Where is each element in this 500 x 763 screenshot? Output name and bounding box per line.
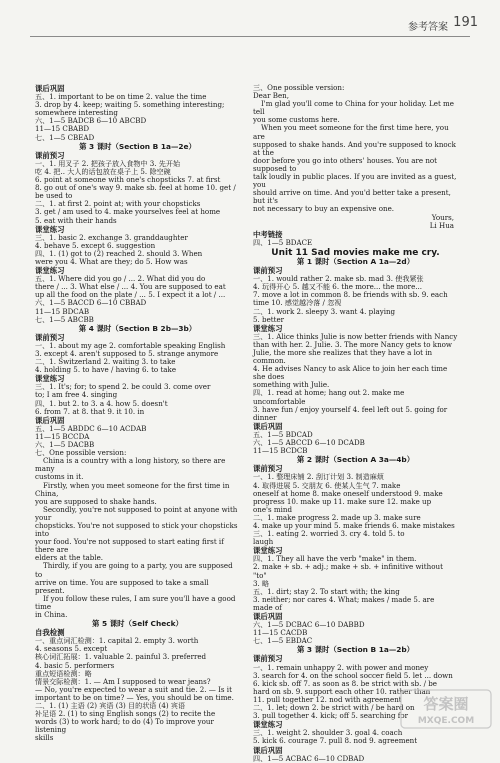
answer-line: 一、1. 整理床铺 2. 刮订计划 3. 制造麻烦 — [253, 472, 384, 482]
section-heading: 课后巩固 — [253, 612, 283, 621]
paragraph-line: Thirdly, if you are going to a party, you are supposed to — [35, 561, 233, 579]
answer-line: time 10. 感觉越冷落 / 忽视 — [253, 298, 342, 308]
answer-line: 6. from 7. at 8. that 9. it 10. in — [35, 406, 145, 416]
answer-line: 11—15 BCDCB — [253, 446, 308, 456]
section-heading: 课堂练习 — [35, 224, 65, 234]
answer-line: 4. holding 5. to have / having 6. to take — [35, 365, 177, 375]
answer-line: 六、1—5 BACCD 6—10 CBBAD — [35, 298, 147, 308]
answer-line: 二、1. let; down 2. be strict with / be hard on — [253, 703, 415, 713]
answer-line: there / ... 3. What else / ... 4. You are supposed to eat — [35, 282, 226, 292]
watermark-url: MXQE.COM — [417, 716, 475, 726]
answer-line: 3. have fun / enjoy yourself 4. feel left out 5. going for — [253, 404, 448, 414]
answer-line: in China. — [35, 610, 68, 619]
section-heading: 课前预习 — [253, 654, 283, 664]
answer-line: 七、1—5 ABCBB — [35, 314, 94, 324]
section-heading: 课前预习 — [253, 266, 283, 276]
answer-line: 3. get / am used to 4. make yourselves feel at home — [35, 207, 221, 217]
answer-line: 二、1. make progress 2. made up 3. make sure — [253, 512, 421, 522]
answer-line: 四、1. They all have the verb "make" in them. — [253, 554, 417, 564]
answer-line: 二、1. Switzerland 2. waiting 3. to take — [35, 357, 176, 367]
answer-line: 11—15 CBABD — [35, 124, 90, 134]
answer-line: 三、One possible version: — [253, 83, 345, 92]
answer-line: 3. search for 4. on the school soccer field 5. let ... down — [253, 670, 453, 680]
answer-line: 二、1. work 2. sleepy 3. want 4. playing — [253, 306, 396, 316]
answer-line: made of — [253, 602, 282, 612]
header-divider — [30, 36, 470, 37]
answer-line: 四、1. (1) got to (2) reached 2. should 3. When — [35, 248, 203, 258]
section-heading: 课前预习 — [253, 464, 283, 474]
answer-line: 3. pull together 4. kick; off 5. searching for — [253, 711, 409, 721]
watermark-logo — [400, 689, 492, 729]
answer-line: your food. You're not supposed to start eating first if there are — [35, 537, 224, 555]
answer-line: 核心词汇拓展：1. valuable 2. painful 3. preferred — [35, 652, 207, 662]
section-heading: 课堂练习 — [253, 546, 283, 556]
answer-line: 三、1. basic 2. exchange 3. granddaughter — [35, 232, 188, 242]
answer-line: oneself at home 8. make oneself understood 9. make — [253, 488, 443, 498]
lesson-heading: 第 3 课时（Section B 1a—2e） — [79, 141, 196, 151]
answer-line: 3. 略 — [253, 578, 270, 588]
unit-heading: Unit 11 Sad movies make me cry. — [271, 247, 440, 258]
lesson-heading: 第 2 课时（Section A 3a—4b） — [296, 455, 415, 465]
answer-line: 二、1. (1) 主语 (2) 宾语 (3) 目的状语 (4) 宾语 — [35, 701, 186, 711]
answer-line: 吃 4. 把.. 大人的话包放在桌子上 5. 除空碗 — [35, 166, 171, 176]
answer-line: hard on sb. 9. support each other 10. rather than — [253, 686, 431, 696]
answer-line: not necessary to buy an expensive one. — [253, 204, 395, 214]
answer-line: 一、1. about my age 2. comfortable speaking English — [35, 340, 226, 350]
section-heading: 课堂练习 — [35, 266, 65, 276]
answer-line: 补足语 2. (1) to sing English songs (2) to recite the — [35, 709, 216, 719]
answer-line: 五、1. Where did you go / ... 2. What did you do — [35, 274, 206, 284]
lesson-heading: 第 3 课时（Section B 1a—2b） — [296, 645, 415, 655]
paragraph-line: When you meet someone for the first time here, you are — [253, 123, 449, 141]
answer-line: 4. basic 5. performers — [35, 660, 115, 670]
answer-line: — No, you're expected to wear a suit and tie. 2. — Is it — [35, 684, 232, 694]
answer-line: to; I am free 4. singing — [35, 390, 118, 400]
answer-line: 一、1. remain unhappy 2. with power and money — [253, 662, 429, 672]
answer-line: 3. drop by 4. keep; waiting 5. something interesting; — [35, 100, 225, 110]
answer-line: 六、1—5 ABCCD 6—10 DCADB — [253, 438, 365, 448]
answer-line: 五、1—5 ABDDC 6—10 ACDAB — [35, 423, 147, 433]
answer-line: 5. kick 6. courage 7. pull 8. nod 9. agreement — [253, 736, 418, 746]
answer-line: 一、1. would rather 2. make sb. mad 3. 使我紧张 — [253, 274, 424, 284]
answer-line: supposed to shake hands. And you're supposed to knock at the — [253, 139, 456, 157]
answer-line: 三、1. eating 2. worried 3. cry 4. told 5. to — [253, 529, 405, 539]
answer-line: 4. make up your mind 5. make friends 6. make mistakes — [253, 520, 455, 530]
answer-line: 四、1. read at home; hang out 2. make me uncomfortable — [253, 388, 405, 406]
section-heading: 课后巩固 — [35, 84, 65, 93]
answer-line: 五、1. dirt; stay 2. To start with; the king — [253, 586, 400, 596]
paragraph-line: China is a country with a long history, so there are many — [35, 456, 226, 474]
section-heading: 课前预习 — [35, 332, 65, 342]
answer-line: Dear Ben, — [253, 91, 289, 101]
section-heading: 课堂练习 — [253, 720, 283, 730]
answer-line: were you 4. What are they; do 5. How was — [35, 256, 188, 266]
answer-line: 11—15 BCCDA — [35, 431, 90, 441]
answer-line: 一、1. 用叉子 2. 把孩子放入食物中 3. 先开始 — [35, 158, 181, 168]
paragraph-line: I'm glad you'll come to China for your holiday. Let me tell — [253, 99, 454, 117]
section-heading: 自我检测 — [35, 628, 65, 638]
section-heading: 课后巩固 — [35, 415, 65, 425]
answer-line: customs in it. — [35, 472, 84, 482]
answer-line: 五、1—5 BDCAD — [253, 429, 313, 439]
answer-line: one's mind — [253, 504, 292, 514]
answer-line: 七、One possible version: — [35, 448, 127, 458]
answer-column-left — [35, 84, 240, 743]
answer-line: 11—15 BDCAB — [35, 306, 90, 316]
answer-column-right — [253, 84, 458, 763]
paragraph-line: If you follow these rules, I am sure you'll have a good time — [35, 593, 236, 611]
section-heading: 中考链接 — [253, 229, 283, 239]
answer-line: skills — [35, 733, 54, 743]
answer-line: arrive on time. You are supposed to take a small present. — [35, 577, 209, 595]
answer-line: you are supposed to shake hands. — [35, 496, 157, 506]
answer-line: 二、1. at first 2. point at; with your chopsticks — [35, 199, 201, 209]
answer-line: 11. pull together 12. nod with agreement — [253, 694, 402, 704]
signature-line: Li Hua — [429, 220, 454, 230]
paragraph-line: Secondly, you're not supposed to point at anyone with your — [35, 504, 238, 522]
watermark-text: 答案圈 — [423, 695, 469, 713]
section-heading: 课后巩固 — [253, 745, 283, 755]
answer-line: 3. except 4. aren't supposed to 5. strange anymore — [35, 349, 219, 358]
answer-line: 7. move a lot in common 8. be friends with sb. 9. each — [253, 290, 448, 300]
section-heading: 课前预习 — [35, 150, 65, 160]
answer-line: 四、1—5 BDACE — [253, 237, 313, 247]
answer-line: important to be on time? — Yes, you should be on time. — [35, 692, 234, 702]
page-number: 191 — [453, 15, 478, 30]
lesson-heading: 第 4 课时（Section B 2b—3b） — [78, 323, 197, 333]
answer-line: should arrive on time. And you'd better take a present, but it's — [253, 188, 451, 206]
answer-line: you some customs here. — [253, 115, 340, 125]
lesson-heading: 第 5 课时（Self Check） — [92, 619, 183, 629]
answer-line: somewhere interesting — [35, 108, 118, 118]
answer-line: 五、1. important to be on time 2. value the time — [35, 92, 207, 102]
lesson-heading: 第 1 课时（Section A 1a—2d） — [296, 256, 415, 266]
section-heading: 课堂练习 — [253, 323, 283, 333]
answer-line: 4. He advises Nancy to ask Alice to join her each time she does — [253, 364, 448, 382]
answer-line: 4. 玩得开心 5. 越又不能 6. the more... the more... — [253, 282, 423, 292]
answer-line: 六、1—5 BADCB 6—10 ABCBD — [35, 116, 147, 126]
answer-line: chopsticks. You're not supposed to stick your chopsticks into — [35, 520, 238, 539]
answer-line: 6. kick sb. off 7. as soon as 8. be strict with sb. / be — [253, 678, 437, 688]
page-header — [0, 0, 500, 40]
answer-line: elders at the table. — [35, 553, 104, 563]
answer-line: 3. neither; nor cares 4. What; makes / made 5. are — [253, 594, 435, 604]
answer-line: dinner — [253, 412, 277, 422]
answer-line: 情景交际检测：1. — Am I supposed to wear jeans? — [35, 676, 211, 686]
answer-line: 七、1—5 CBEAD — [35, 132, 95, 142]
header-title: 参考答案 — [408, 22, 448, 33]
answer-line: talk loudly in public places. If you are invited as a guest, you — [253, 172, 457, 190]
answer-line: 一、重点词汇检测：1. capital 2. empty 3. worth — [35, 636, 199, 646]
answer-line: laugh — [253, 537, 274, 547]
answer-line: 4. 取得进展 5. 交朋友 6. 使某人生气 7. make — [253, 480, 401, 490]
answer-line: 4. behave 5. except 6. suggestion — [35, 240, 156, 250]
answer-line: 5. eat with their hands — [35, 215, 117, 225]
answer-line: 七、1—5 EBDAC — [253, 636, 313, 646]
answer-line: 5. better — [253, 314, 285, 324]
paragraph-line: Firstly, when you meet someone for the first time in China, — [35, 480, 230, 498]
section-heading: 课后巩固 — [253, 421, 283, 431]
answer-line: something with Julie. — [253, 380, 330, 390]
answer-line: 三、1. Alice thinks Julie is now better friends with Nancy — [253, 331, 458, 341]
answer-line: 六、1—5 DACBB — [35, 440, 95, 450]
answer-line: 四、1. but 2. to 3. a 4. how 5. doesn't — [35, 398, 168, 408]
answer-line: 四、1—5 ACBAC 6—10 CDBAD — [253, 753, 365, 763]
signature-line: Yours, — [431, 212, 454, 222]
answer-line: up all the food on the plate / ... 5. I expect it a lot / ... — [35, 290, 226, 300]
answer-line: 4. seasons 5. except — [35, 644, 108, 654]
answer-line: 三、1. weight 2. shoulder 3. goal 4. coach — [253, 728, 403, 738]
answer-line: 8. go out of one's way 9. make sb. feel at home 10. get / be used to — [35, 183, 236, 201]
answer-line: Julie, the more she realizes that they have a lot in common. — [253, 348, 433, 366]
answer-line: words (3) to work hard; to do (4) To improve your listening — [35, 717, 214, 735]
answer-line: 三、1. It's; for; to spend 2. be could 3. come over — [35, 382, 211, 392]
answer-line: than with her. 2. Julie. 3. The more Nancy gets to know — [253, 339, 452, 349]
answer-line: 2. make + sb. + adj.; make + sb. + infinitive without "to" — [253, 562, 443, 580]
answer-line: 六、1—5 DCBAC 6—10 DABBD — [253, 620, 365, 630]
answer-line: 11—15 CACDB — [253, 628, 308, 638]
answer-line: 6. point at someone with one's chopsticks 7. at first — [35, 175, 221, 185]
answer-line: progress 10. make up 11. make sure 12. make up — [253, 496, 432, 506]
answer-line: door before you go into others' houses. You are not supposed to — [253, 155, 438, 173]
answer-line: 重点短语检测：略 — [35, 668, 92, 678]
section-heading: 课堂练习 — [35, 374, 65, 384]
